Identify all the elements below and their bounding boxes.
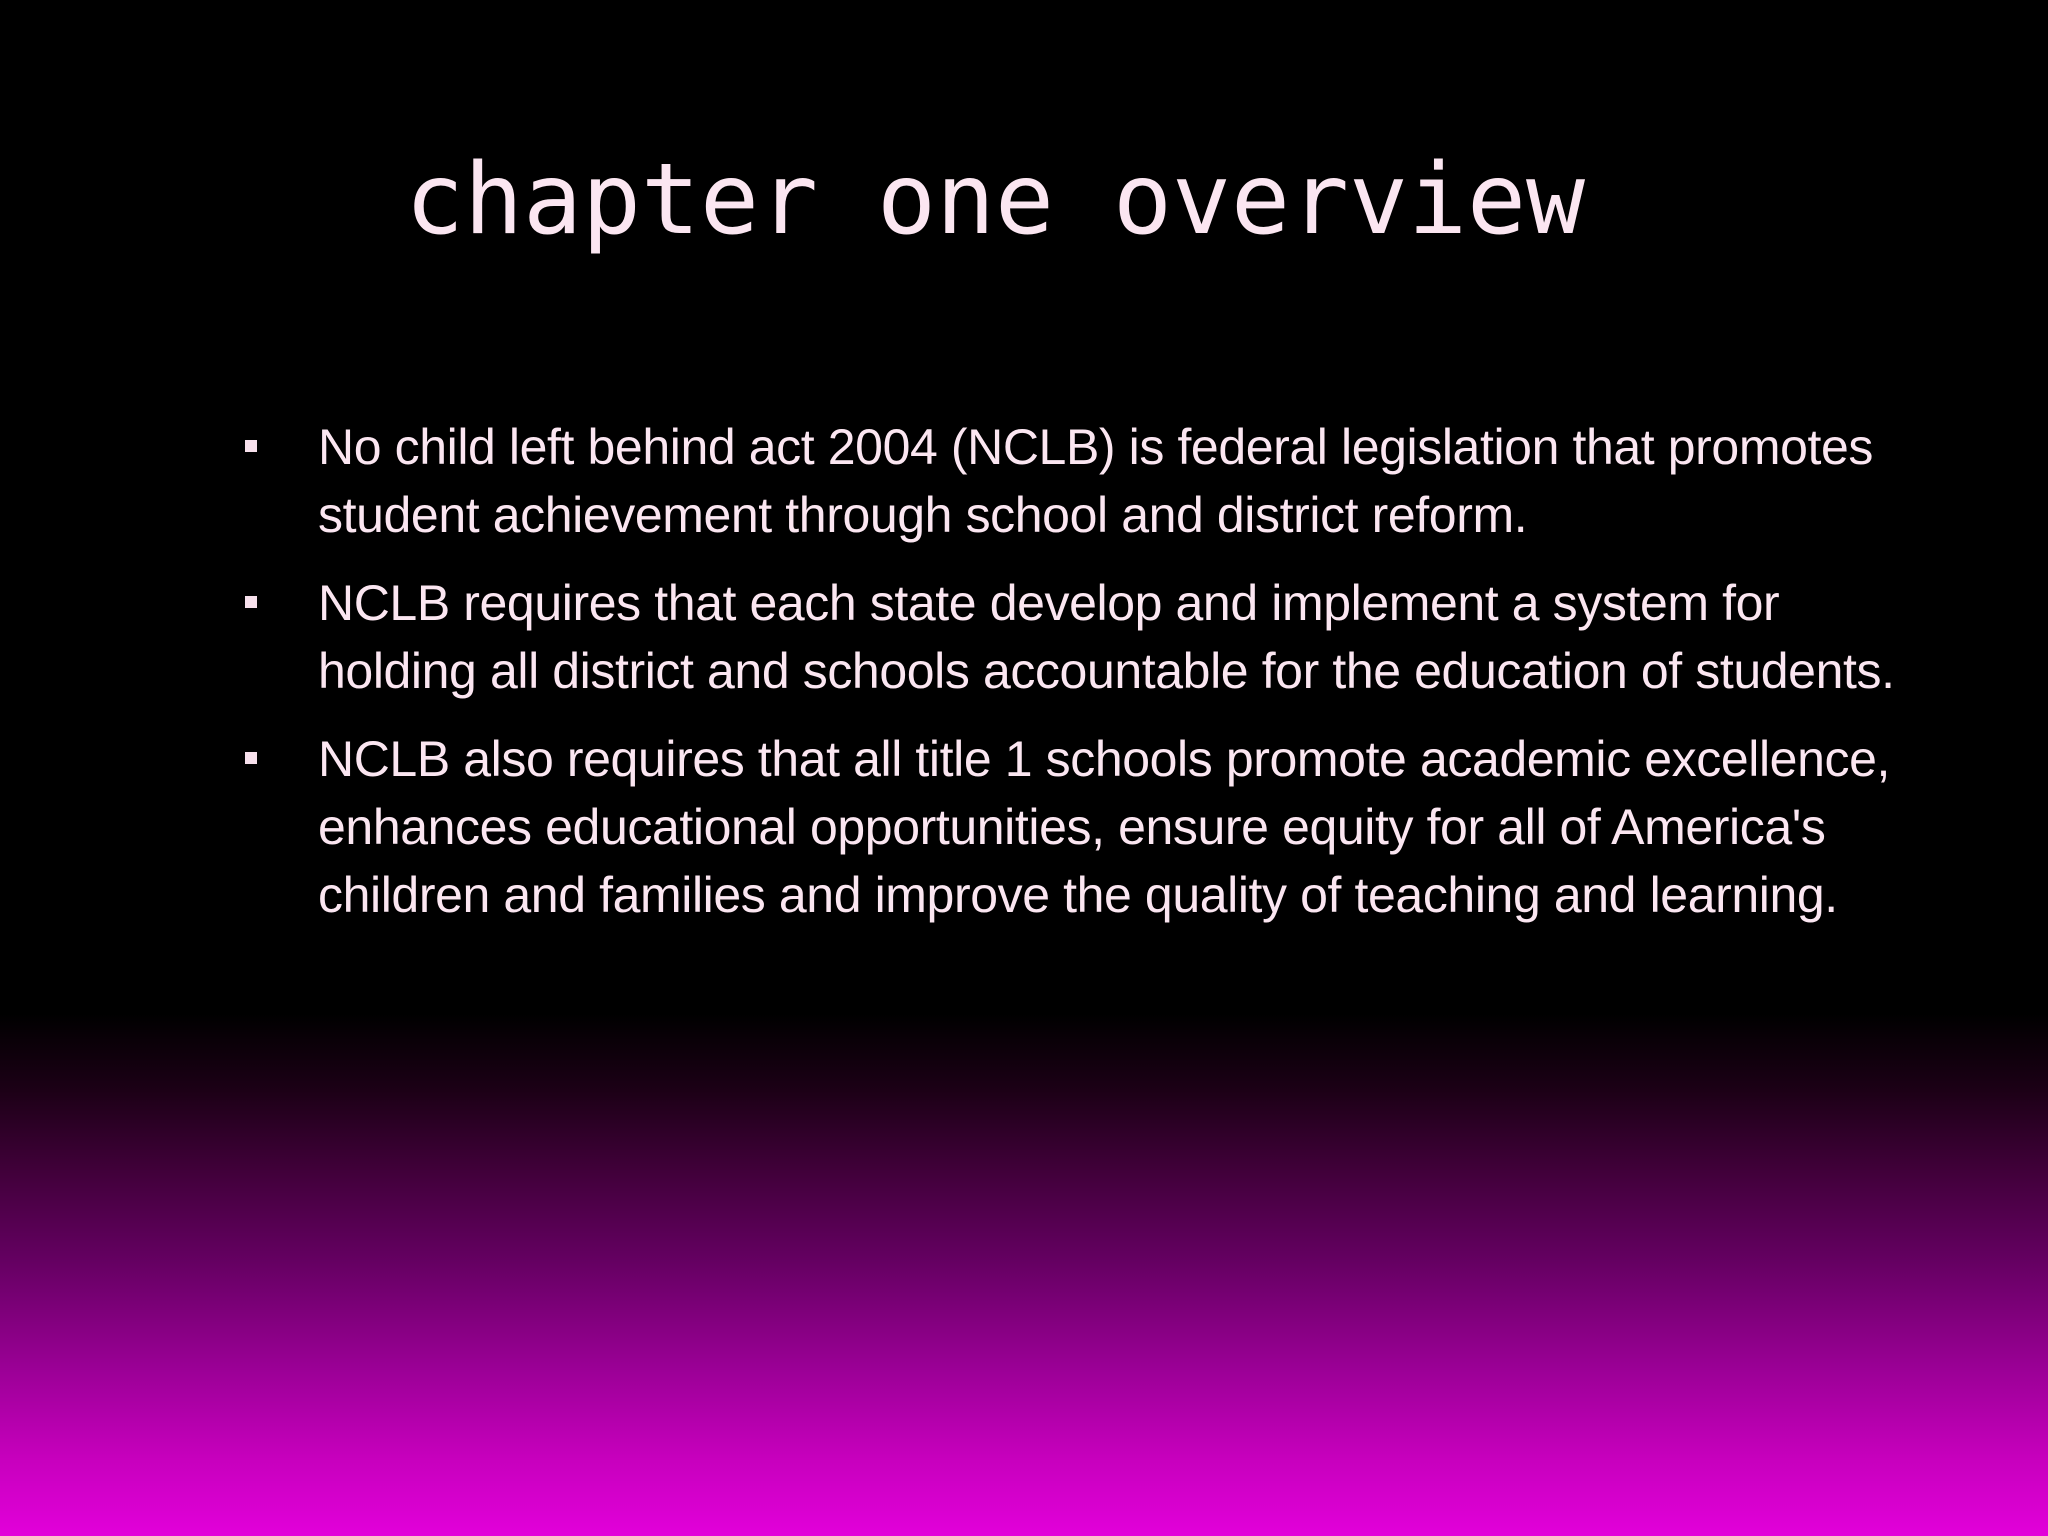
bullet-item: [245, 725, 1945, 929]
bullet-text: No child left behind act 2004 (NCLB) is federal legislation that promotes student achievement through school and district reform.: [318, 419, 1873, 543]
slide-title: chapter one overview: [405, 143, 1586, 257]
bullet-list: [245, 413, 1945, 949]
square-bullet-icon: [245, 596, 257, 608]
bullet-item: [245, 413, 1945, 549]
square-bullet-icon: [245, 752, 257, 764]
bullet-text: NCLB also requires that all title 1 schools promote academic excellence, enhances educational opportunities, ensure equity for all of America's children and families and improve the quality of teaching and learning.: [318, 731, 1890, 923]
square-bullet-icon: [245, 440, 257, 452]
bullet-text: NCLB requires that each state develop and implement a system for holding all district and schools accountable for the education of students.: [318, 575, 1895, 699]
bullet-item: [245, 569, 1945, 705]
